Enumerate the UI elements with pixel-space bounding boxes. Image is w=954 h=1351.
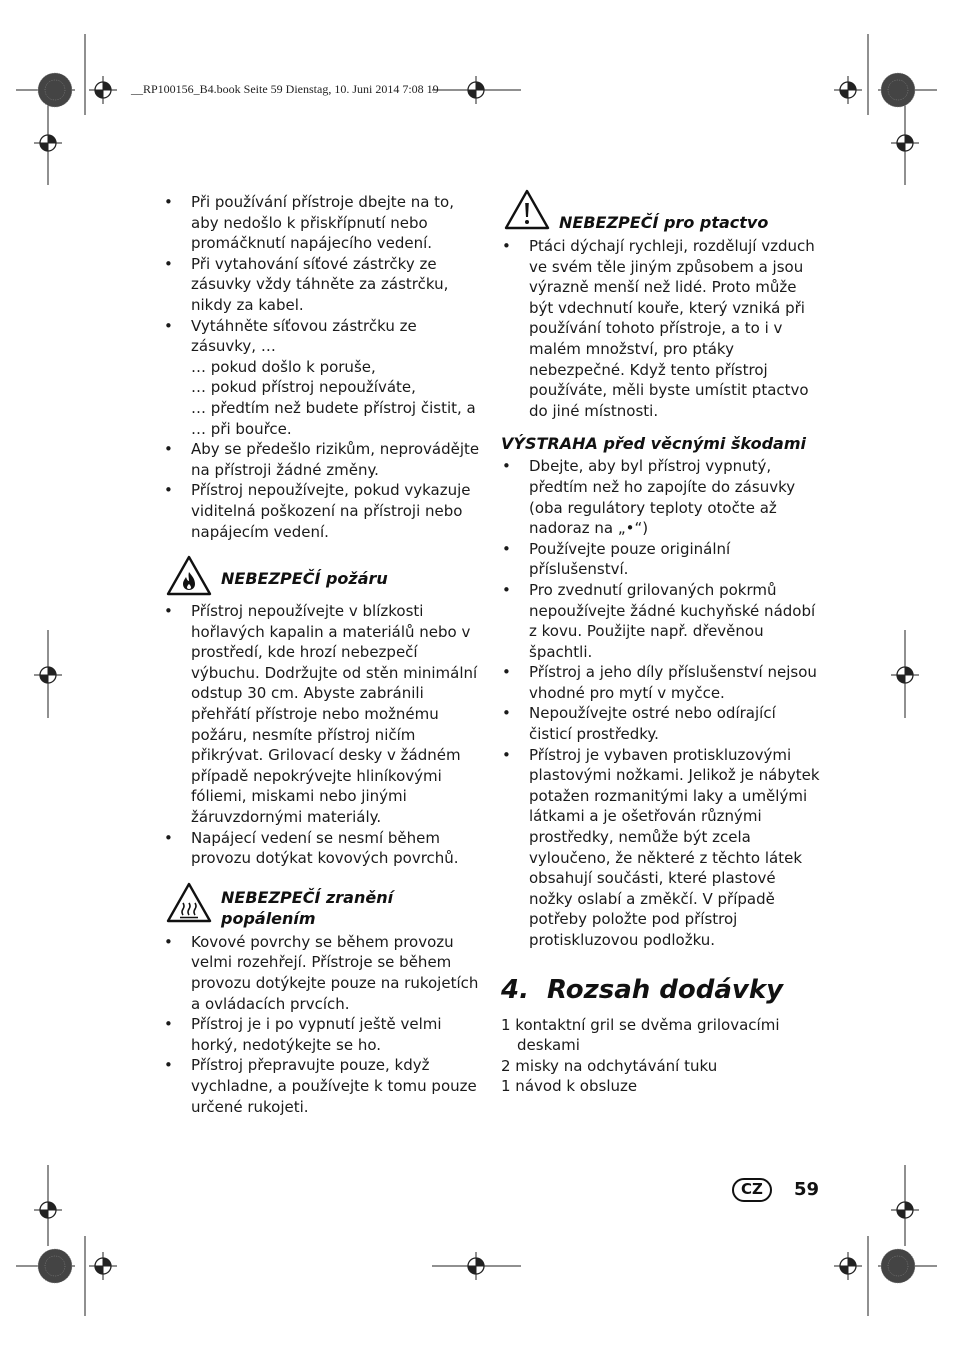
list-item: • Kovové povrchy se během provozu velmi rozehřejí. Přístroje se během provozu dotýkejte pouze na rukojetích a ovládacích prvcích. xyxy=(163,932,485,1014)
country-badge: CZ xyxy=(732,1178,772,1202)
birds-warning-title: NEBEZPEČÍ pro ptactvo xyxy=(559,213,769,232)
sub-item: … pokud přístroj nepoužíváte, xyxy=(191,378,416,397)
exclamation-warning-icon xyxy=(503,188,551,232)
delivery-list xyxy=(501,1015,823,1097)
fire-warning-title: NEBEZPEČÍ požáru xyxy=(221,569,388,589)
list-item: • Při vytahování síťové zástrčky ze zásuvky vždy táhněte za zástrčku, nikdy za kabel. xyxy=(163,254,485,316)
list-item: • Ptáci dýchají rychleji, rozdělují vzduch ve svém těle jiným způsobem a jsou výrazně menší než lidé. Proto může být vdechnutí kouře, který vzniká při používání tohoto přístroje, a to i v malém množství, pro ptáky nebezpečné. Když tento přístroj používáte, měli byste umístit ptactvo do jiné místnosti. xyxy=(501,236,823,421)
section-title: Rozsah dodávky xyxy=(547,974,784,1005)
section-heading xyxy=(501,973,823,1007)
birds-list xyxy=(501,236,823,421)
list-item: • Dbejte, aby byl přístroj vypnutý, předtím než ho zapojíte do zásuvky (oba regulátory teploty otočte až nadoraz na „•“) xyxy=(501,456,823,538)
list-item: • Přístroj přepravujte pouze, když vychladne, a používejte k tomu pouze určené rukojeti. xyxy=(163,1055,485,1117)
fire-list xyxy=(163,601,485,869)
left-column xyxy=(163,192,485,1117)
list-item: • Používejte pouze originální příslušenství. xyxy=(501,539,823,580)
list-item: • Přístroj a jeho díly příslušenství nejsou vhodné pro mytí v myčce. xyxy=(501,662,823,703)
burn-list xyxy=(163,932,485,1117)
print-header: __RP100156_B4.book Seite 59 Dienstag, 10. Juni 2014 7:08 19 xyxy=(131,82,439,96)
list-item: • Při používání přístroje dbejte na to, aby nedošlo k přiskřípnutí nebo promáčknutí napájecího vedení. xyxy=(163,192,485,254)
list-item xyxy=(163,316,485,440)
damage-list xyxy=(501,456,823,950)
list-item: • Přístroj je vybaven protiskluzovými plastovými nožkami. Jelikož je nábytek potažen rozmanitými laky a umělými látkami a je ošetřován různými prostředky, nemůže být zcela vyloučeno, že některé z těchto látek obsahují součásti, které plastové nožky oslabí a změkčí. V případě potřeby položte pod přístroj protiskluzovou podložku. xyxy=(501,745,823,951)
list-item: 2 misky na odchytávání tuku xyxy=(501,1056,718,1075)
sub-item: … při bouřce. xyxy=(191,419,292,438)
list-item: • Přístroj nepoužívejte v blízkosti hořlavých kapalin a materiálů nebo v prostředí, kde hrozí nebezpečí výbuchu. Dodržujte od stěn minimální odstup 30 cm. Abyste zabránili přehřátí přístroje nebo možnému požáru, nesmíte přístroj ničím přikrývat. Grilovací desky v žádném případě nepokrývejte hliníkovými fóliemi, miskami nebo jinými žáruvzdornými materiály. xyxy=(163,601,485,828)
fire-warning xyxy=(163,558,485,598)
sub-item: … předtím než budete přístroj čistit, a xyxy=(191,398,476,417)
list-item: • Napájecí vedení se nesmí během provozu dotýkat kovových povrchů. xyxy=(163,828,485,869)
birds-warning xyxy=(501,192,823,233)
list-item: • Aby se předešlo rizikům, neprovádějte na přístroji žádné změny. xyxy=(163,439,485,480)
list-item: • Přístroj je i po vypnutí ještě velmi horký, nedotýkejte se ho. xyxy=(163,1014,485,1055)
list-item-text: Vytáhněte síťovou zástrčku ze zásuvky, … xyxy=(191,316,417,356)
hot-surface-icon xyxy=(165,881,213,925)
damage-warning-title: VÝSTRAHA před věcnými škodami xyxy=(501,434,806,454)
sub-item: … pokud došlo k poruše, xyxy=(191,357,376,376)
page-number: 59 xyxy=(794,1179,820,1200)
list-item: 1 kontaktní gril se dvěma grilovacími deskami xyxy=(501,1015,780,1055)
list-item: 1 návod k obsluze xyxy=(501,1077,638,1096)
burn-warning-title: NEBEZPEČÍ zranění popálením xyxy=(221,887,394,928)
safety-list xyxy=(163,192,485,542)
fire-warning-icon xyxy=(165,554,213,598)
list-item: • Pro zvednutí grilovaných pokrmů nepoužívejte žádné kuchyňské nádobí z kovu. Použijte např. dřevěnou špachtli. xyxy=(501,580,823,662)
right-column xyxy=(501,192,823,1097)
section-number: 4. xyxy=(501,974,529,1005)
burn-warning xyxy=(163,885,485,929)
list-item: • Přístroj nepoužívejte, pokud vykazuje viditelná poškození na přístroji nebo napájecím vedení. xyxy=(163,480,485,542)
list-item: • Nepoužívejte ostré nebo odírající čisticí prostředky. xyxy=(501,703,823,744)
